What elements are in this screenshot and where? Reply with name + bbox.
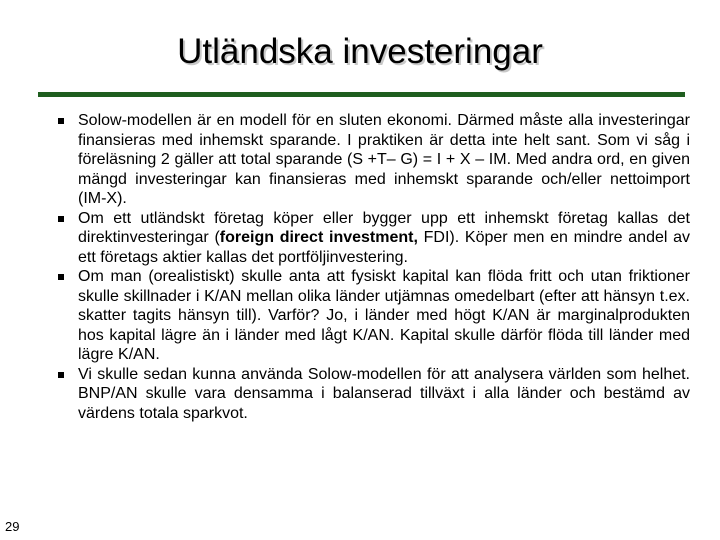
bullet-item-solow-closed-economy xyxy=(50,111,690,209)
square-bullet-icon xyxy=(58,372,64,378)
bullet-text: Om man (orealistiskt) skulle anta att fysiskt kapital kan flöda fritt och utan friktioner skulle skillnader i K/AN mellan olika länder utjämnas omedelbart (efter att hänsyn t.ex. skatter tagits hänsyn till). Varför? Jo, i länder med högt K/AN är marginalprodukten hos kapital lägre än i länder med lågt K/AN. Kapital skulle därför flöda till länder med lägre K/AN. xyxy=(78,268,690,363)
bullet-item-world-analysis xyxy=(50,365,690,424)
bullet-text xyxy=(78,209,690,268)
page-number: 29 xyxy=(5,519,20,534)
bullet-text: Vi skulle sedan kunna använda Solow-modellen för att analysera världen som helhet. BNP/AN skulle vara densamma i balanserad tillväxt i alla länder och bestämd av värdens totala sparkvot. xyxy=(78,365,690,422)
title-divider xyxy=(38,92,685,97)
bold-term: foreign direct investment, xyxy=(219,229,418,246)
square-bullet-icon xyxy=(58,118,64,124)
square-bullet-icon xyxy=(58,216,64,222)
bullet-text: Solow-modellen är en modell för en sluten ekonomi. Därmed måste alla investeringar finansieras med inhemskt sparande. I praktiken är detta inte helt sant. Som vi såg i föreläsning 2 gäller att total sparande (S +T– G) = I + X – IM. Med andra ord, en given mängd investeringar kan finansieras med inhemskt sparande och/eller nettoimport (IM-X). xyxy=(78,112,690,207)
bullet-list xyxy=(50,111,690,423)
bullet-text-part: Om ett utländskt företag köper eller bygger upp ett inhemskt företag kallas det direktinvesteringar ( xyxy=(78,209,690,246)
bullet-text-part: FDI). Köper men en mindre andel av ett företags aktier kallas det portföljinvestering. xyxy=(78,229,691,266)
slide-title: Utländska investeringar xyxy=(177,32,543,71)
bullet-item-capital-flows xyxy=(50,267,690,365)
bullet-item-direct-investment xyxy=(50,209,690,268)
square-bullet-icon xyxy=(58,274,64,280)
